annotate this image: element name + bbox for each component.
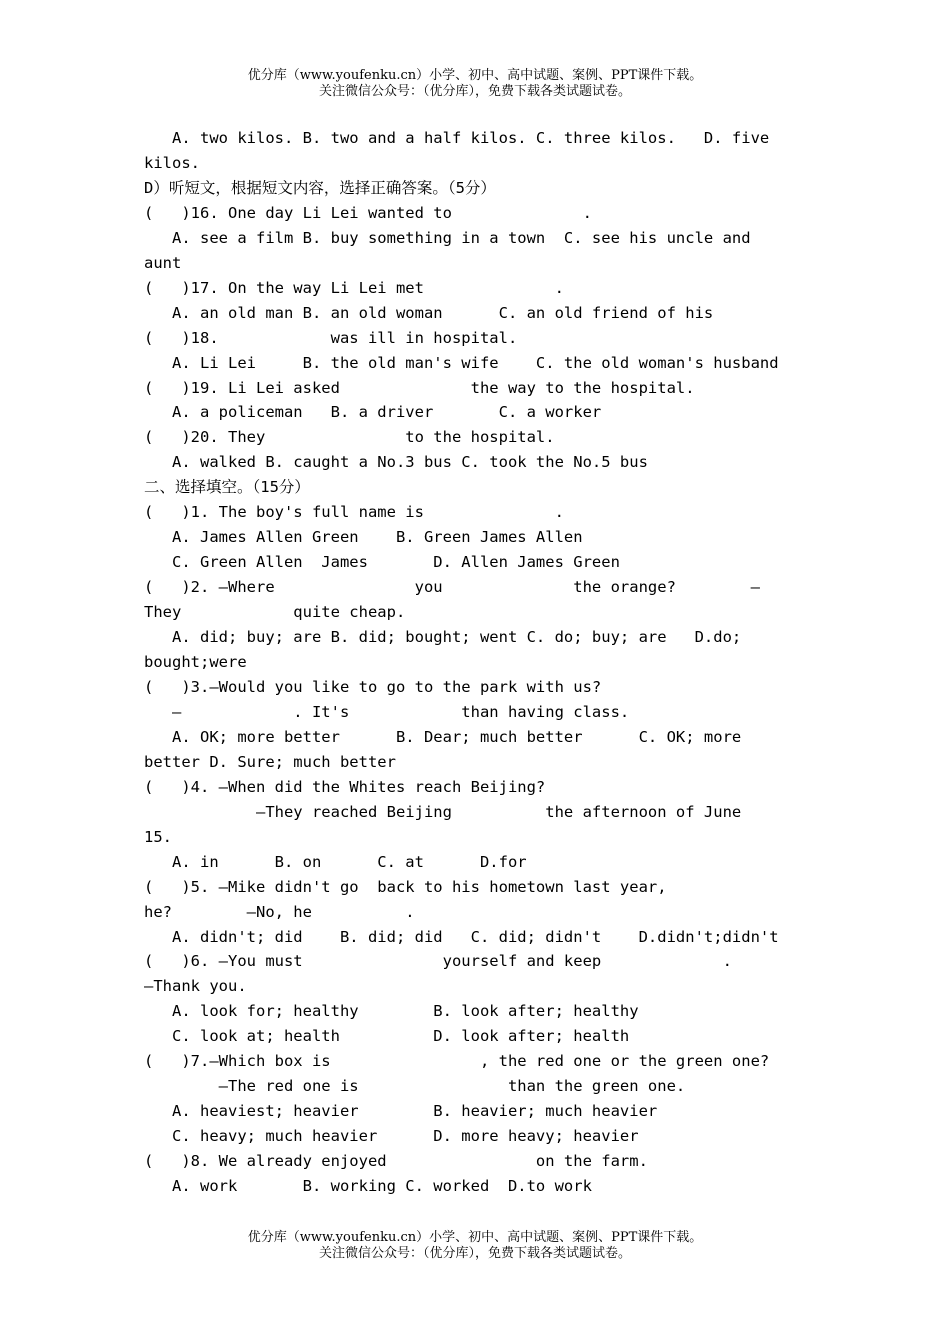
- text-line: A. look for; healthy B. look after; healthy: [144, 1002, 639, 1021]
- text-line: — . It's than having class.: [144, 702, 630, 721]
- text-line: —Thank you.: [144, 977, 247, 996]
- text-line: 15.: [144, 827, 172, 846]
- text-line: A. an old man B. an old woman C. an old friend of his: [144, 303, 714, 322]
- text-line: ( )18. was ill in hospital.: [144, 328, 518, 347]
- text-line: ( )2. —Where you the orange? —: [144, 578, 760, 597]
- header-line-1: 优分库（www.youfenku.cn）小学、初中、高中试题、案例、PPT课件下载。: [247, 68, 703, 83]
- text-line: A. did; buy; are B. did; bought; went C. do; buy; are D.do;: [144, 628, 742, 647]
- text-line: They quite cheap.: [144, 603, 406, 622]
- text-line: —The red one is than the green one.: [144, 1077, 686, 1096]
- footer-line-2: 关注微信公众号：（优分库），免费下载各类试题试卷。: [318, 1246, 631, 1261]
- text-line: better D. Sure; much better: [144, 752, 396, 771]
- text-line: A. James Allen Green B. Green James Allen: [144, 528, 583, 547]
- text-line: 二、选择填空。（15分）: [144, 478, 310, 497]
- text-line: A. heaviest; heavier B. heavier; much heavier: [144, 1102, 658, 1121]
- text-line: kilos.: [144, 153, 200, 172]
- text-line: A. Li Lei B. the old man's wife C. the old woman's husband: [144, 353, 779, 372]
- text-line: C. look at; health D. look after; health: [144, 1027, 630, 1046]
- text-line: A. walked B. caught a No.3 bus C. took the No.5 bus: [144, 453, 648, 472]
- text-line: ( )6. —You must yourself and keep .: [144, 952, 732, 971]
- text-line: A. a policeman B. a driver C. a worker: [144, 403, 602, 422]
- text-line: aunt: [144, 253, 182, 272]
- text-line: ( )3.—Would you like to go to the park with us?: [144, 677, 602, 696]
- text-line: C. Green Allen James D. Allen James Green: [144, 553, 620, 572]
- text-line: A. two kilos. B. two and a half kilos. C. three kilos. D. five: [144, 129, 770, 147]
- text-line: ( )4. —When did the Whites reach Beijing?: [144, 777, 546, 796]
- text-line: ( )17. On the way Li Lei met .: [144, 278, 564, 297]
- exam-content: [144, 126, 804, 1199]
- text-line: bought;were: [144, 653, 247, 672]
- footer-line-1: 优分库（www.youfenku.cn）小学、初中、高中试题、案例、PPT课件下载。: [247, 1230, 703, 1245]
- text-line: C. heavy; much heavier D. more heavy; heavier: [144, 1127, 639, 1146]
- text-line: ( )7.—Which box is , the red one or the green one?: [144, 1052, 770, 1071]
- page-footer: [0, 1230, 950, 1262]
- page-header: [0, 68, 950, 100]
- text-line: ( )16. One day Li Lei wanted to .: [144, 203, 592, 222]
- header-line-2: 关注微信公众号：（优分库），免费下载各类试题试卷。: [318, 84, 631, 99]
- text-line: ( )1. The boy's full name is .: [144, 503, 564, 522]
- text-line: D）听短文，根据短文内容，选择正确答案。（5分）: [144, 178, 496, 197]
- text-line: he? —No, he .: [144, 902, 415, 921]
- text-line: A. OK; more better B. Dear; much better C. OK; more: [144, 727, 742, 746]
- text-line: ( )20. They to the hospital.: [144, 428, 555, 447]
- text-line: ( )19. Li Lei asked the way to the hospital.: [144, 378, 695, 397]
- text-line: A. in B. on C. at D.for: [144, 852, 527, 871]
- text-line: —They reached Beijing the afternoon of June: [144, 802, 742, 821]
- text-line: A. see a film B. buy something in a town C. see his uncle and: [144, 228, 751, 247]
- text-line: ( )8. We already enjoyed on the farm.: [144, 1152, 648, 1171]
- text-line: ( )5. —Mike didn't go back to his hometown last year,: [144, 877, 667, 896]
- text-line: A. work B. working C. worked D.to work: [144, 1177, 592, 1196]
- text-line: A. didn't; did B. did; did C. did; didn't D.didn't;didn't: [144, 927, 779, 946]
